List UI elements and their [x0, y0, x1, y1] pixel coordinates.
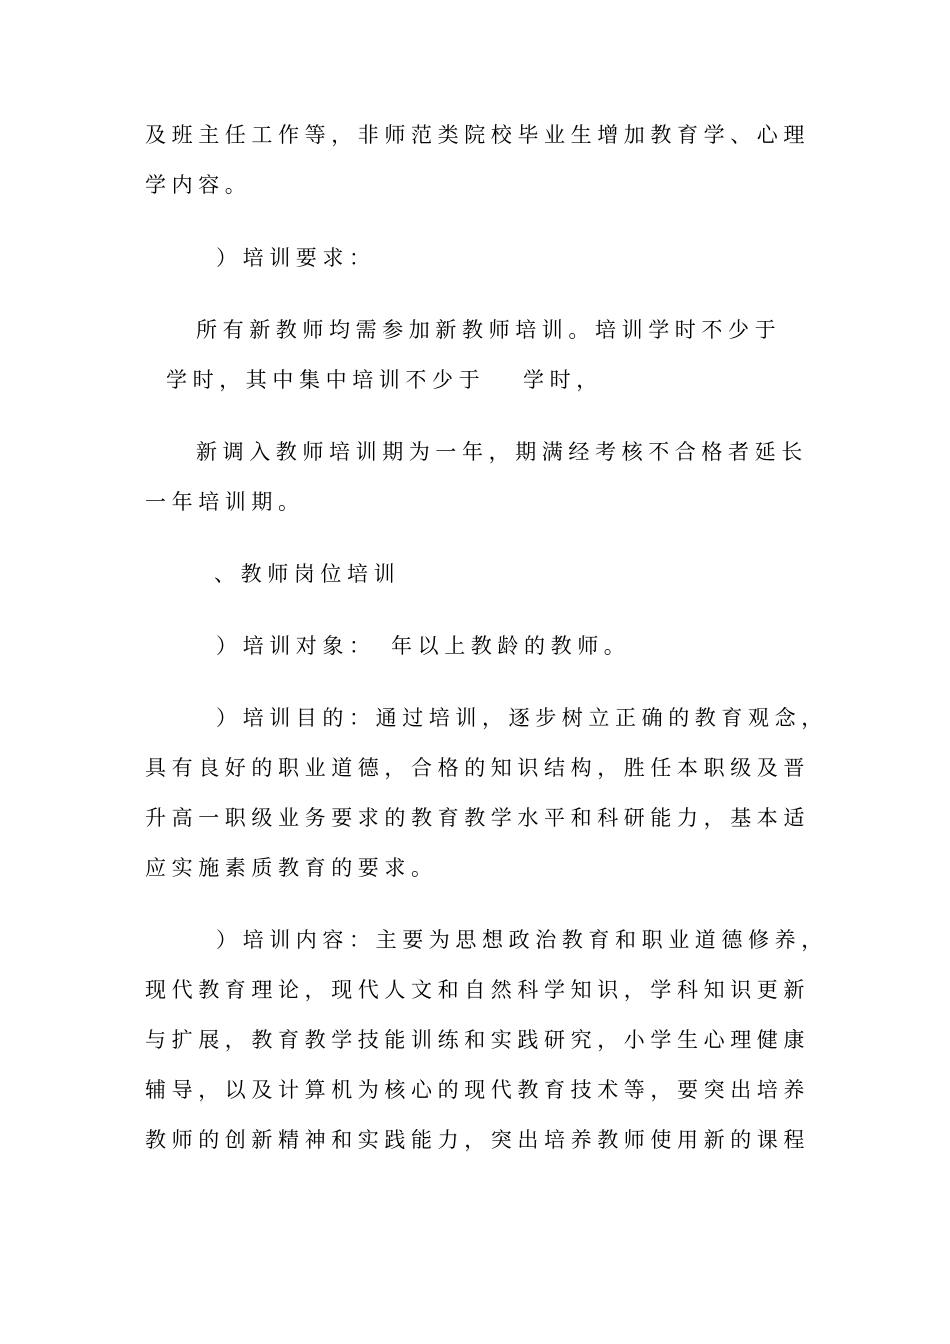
heading-post-training: 、教师岗位培训	[214, 562, 401, 586]
text-training-purpose: ）培训目的：通过培训，逐步树立正确的教育观念，	[216, 706, 828, 730]
text-training-content: ）培训内容：主要为思想政治教育和职业道德修养，	[216, 928, 828, 952]
text-training-target: 年以上教龄的教师。	[391, 634, 631, 658]
text-line-14: 应实施素质教育的要求。	[145, 856, 438, 880]
text-line-17: 与扩展，教育教学技能训练和实践研究，小学生心理健康	[145, 1028, 810, 1052]
text-line-1: 及班主任工作等，非师范类院校毕业生增加教育学、心理	[145, 123, 810, 147]
text-line-12: 具有良好的职业道德，合格的知识结构，胜任本职级及晋	[145, 756, 810, 780]
text-line-6: 新调入教师培训期为一年，期满经考核不合格者延长	[196, 440, 808, 464]
text-line-19: 教师的创新精神和实践能力，突出培养教师使用新的课程	[145, 1128, 810, 1152]
text-line-18: 辅导，以及计算机为核心的现代教育技术等，要突出培养	[145, 1078, 810, 1102]
text-line-7: 一年培训期。	[145, 490, 305, 514]
text-line-2: 学内容。	[145, 173, 252, 197]
heading-training-target: ）培训对象：	[216, 634, 376, 658]
text-line-4: 所有新教师均需参加新教师培训。培训学时不少于	[196, 318, 782, 342]
text-line-13: 升高一职级业务要求的教育教学水平和科研能力，基本适	[145, 806, 810, 830]
heading-training-requirements: ）培训要求：	[216, 246, 376, 270]
text-line-16: 现代教育理论，现代人文和自然科学知识，学科知识更新	[145, 978, 810, 1002]
text-line-5b: 学时，	[523, 368, 603, 392]
text-line-5a: 学时，其中集中培训不少于	[166, 368, 486, 392]
